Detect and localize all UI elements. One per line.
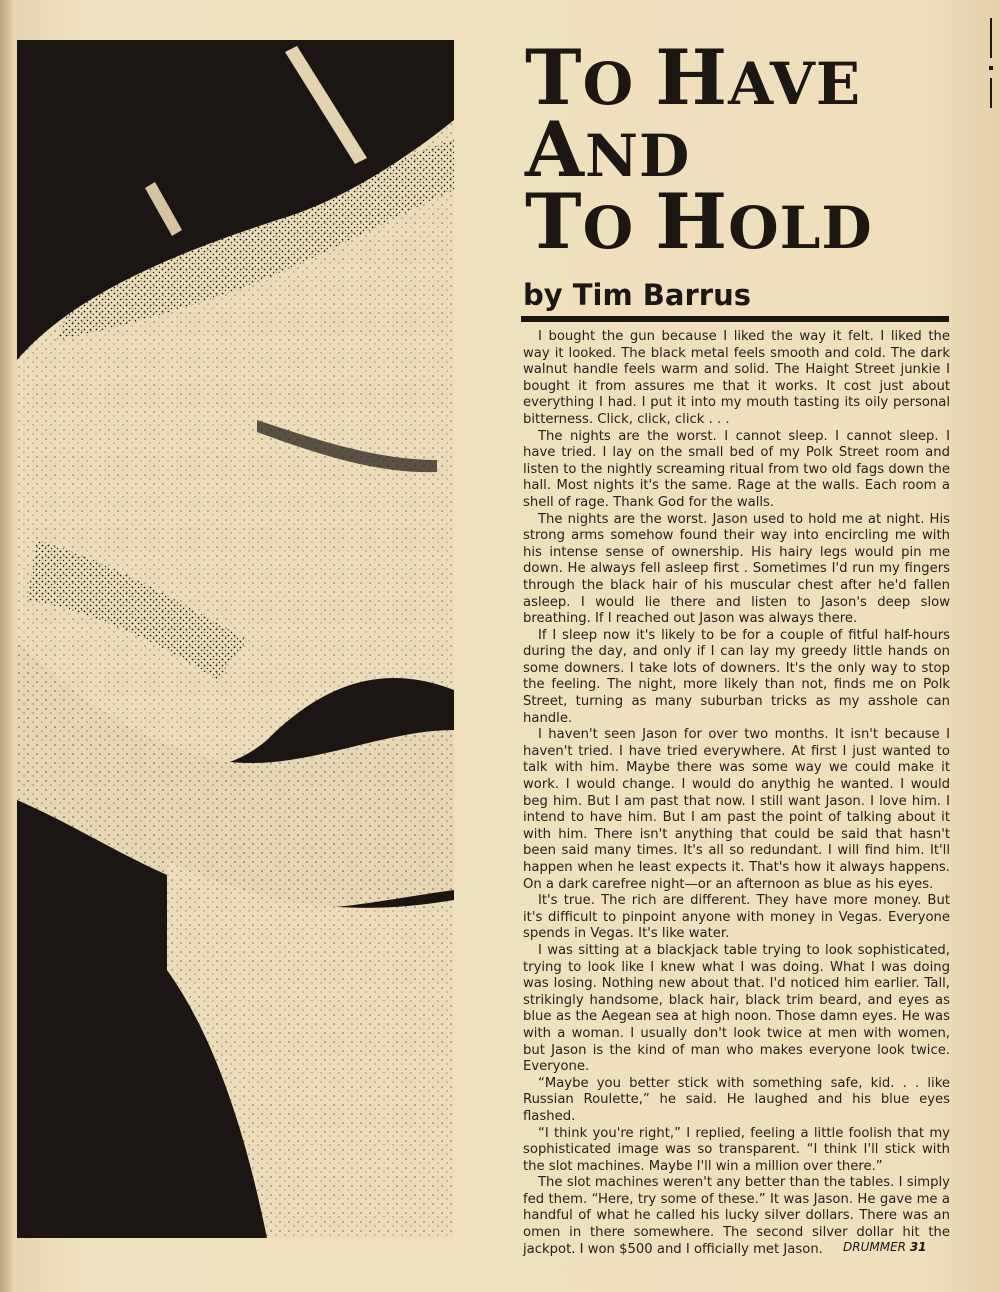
paragraph: I bought the gun because I liked the way it felt. I liked the way it looked. The black metal feels smooth and cold. The dark walnut handle feels warm and solid. The Haight Street junkie I bought it from assures me that it works. It cost just about everything I had. I put it into my mouth tasting its oily personal bitterness. Click, click, click . . . bbox=[523, 329, 950, 427]
paragraph: It's true. The rich are different. They have more money. But it's difficult to pinpoint anyone with money in Vegas. Everyone spends in Vegas. It's like water. bbox=[523, 893, 950, 942]
paragraph: I haven't seen Jason for over two months. It isn't because I haven't tried. I have tried everywhere. At first I just wanted to talk with him. Maybe there was some way we could make it work. I would change. I would do anythig he wanted. I would beg him. But I am past that now. I still want Jason. I love him. I intend to have him. But I am past the point of talking about it with him. There isn't anything that could be said that hasn't been said many times. It's all so redundant. I will find him. It'll happen when he least expects it. That's how it always happens. On a dark carefree night—or an afternoon as blue as his eyes. bbox=[523, 727, 950, 892]
title-rule bbox=[521, 316, 949, 322]
illustration-art bbox=[17, 40, 454, 1238]
paragraph: The nights are the worst. Jason used to hold me at night. His strong arms somehow found their way into encircling me with his intense sense of ownership. His hairy legs would pin me down. He always fell asleep first . Sometimes I'd run my fingers through the black hair of his muscular chest after he'd fallen asleep. I would lie there and listen to Jason's deep slow breathing. If I reached out Jason was always there. bbox=[523, 511, 950, 627]
title-line-3: TO HOLD bbox=[525, 177, 873, 266]
page-footer bbox=[843, 1240, 927, 1254]
paragraph: If I sleep now it's likely to be for a couple of fitful half-hours during the day, and only if I can lay my greedy little hands on some downers. I take lots of downers. It's the only way to stop the feeling. The night, more likely than not, finds me on Polk Street, turning as many suburban tricks as my asshole can handle. bbox=[523, 627, 950, 726]
title-line-1: TO HAVE bbox=[525, 33, 862, 122]
paragraph: I was sitting at a blackjack table trying to look sophisticated, trying to look like I knew what I was doing. What I was doing was losing. Nothing new about that. I'd noticed him earlier. Tall, strikingly handsome, black hair, black trim beard, and eyes as blue as the Aegean sea at high noon. Those damn eyes. He was with a woman. I usually don't look twice at men with women, but Jason is the kind of man who makes everyone look twice. Everyone. bbox=[523, 942, 950, 1075]
stippled-illustration bbox=[17, 40, 454, 1238]
paragraph: The slot machines weren't any better than the tables. I simply fed them. “Here, try some of these.” It was Jason. He gave me a handful of what he called his lucky silver dollars. There was an omen in there somewhere. The second silver dollar hit the jackpot. I won $500 and I officially met Jason. bbox=[523, 1175, 950, 1257]
page-number: 31 bbox=[909, 1240, 927, 1254]
edge-registration-mark bbox=[986, 18, 996, 168]
paragraph: “I think you're right,” I replied, feeling a little foolish that my sophisticated image was so transparent. “I think I'll stick with the slot machines. Maybe I'll win a million over there.” bbox=[523, 1125, 950, 1174]
article-title bbox=[525, 33, 965, 266]
paragraph: The nights are the worst. I cannot sleep. I cannot sleep. I have tried. I lay on the small bed of my Polk Street room and listen to the nightly screaming ritual from two old fags down the hall. Most nights it's the same. Rage at the walls. Each room a shell of rage. Thank God for the walls. bbox=[523, 428, 950, 510]
author-byline: by Tim Barrus bbox=[523, 278, 751, 312]
article-body bbox=[523, 329, 950, 1258]
title-line-2: AND bbox=[525, 105, 691, 194]
page-spine-shadow bbox=[0, 0, 14, 1292]
paragraph: “Maybe you better stick with something safe, kid. . . like Russian Roulette,” he said. He laughed and his blue eyes flashed. bbox=[523, 1075, 950, 1124]
publication-name: DRUMMER bbox=[843, 1240, 906, 1254]
